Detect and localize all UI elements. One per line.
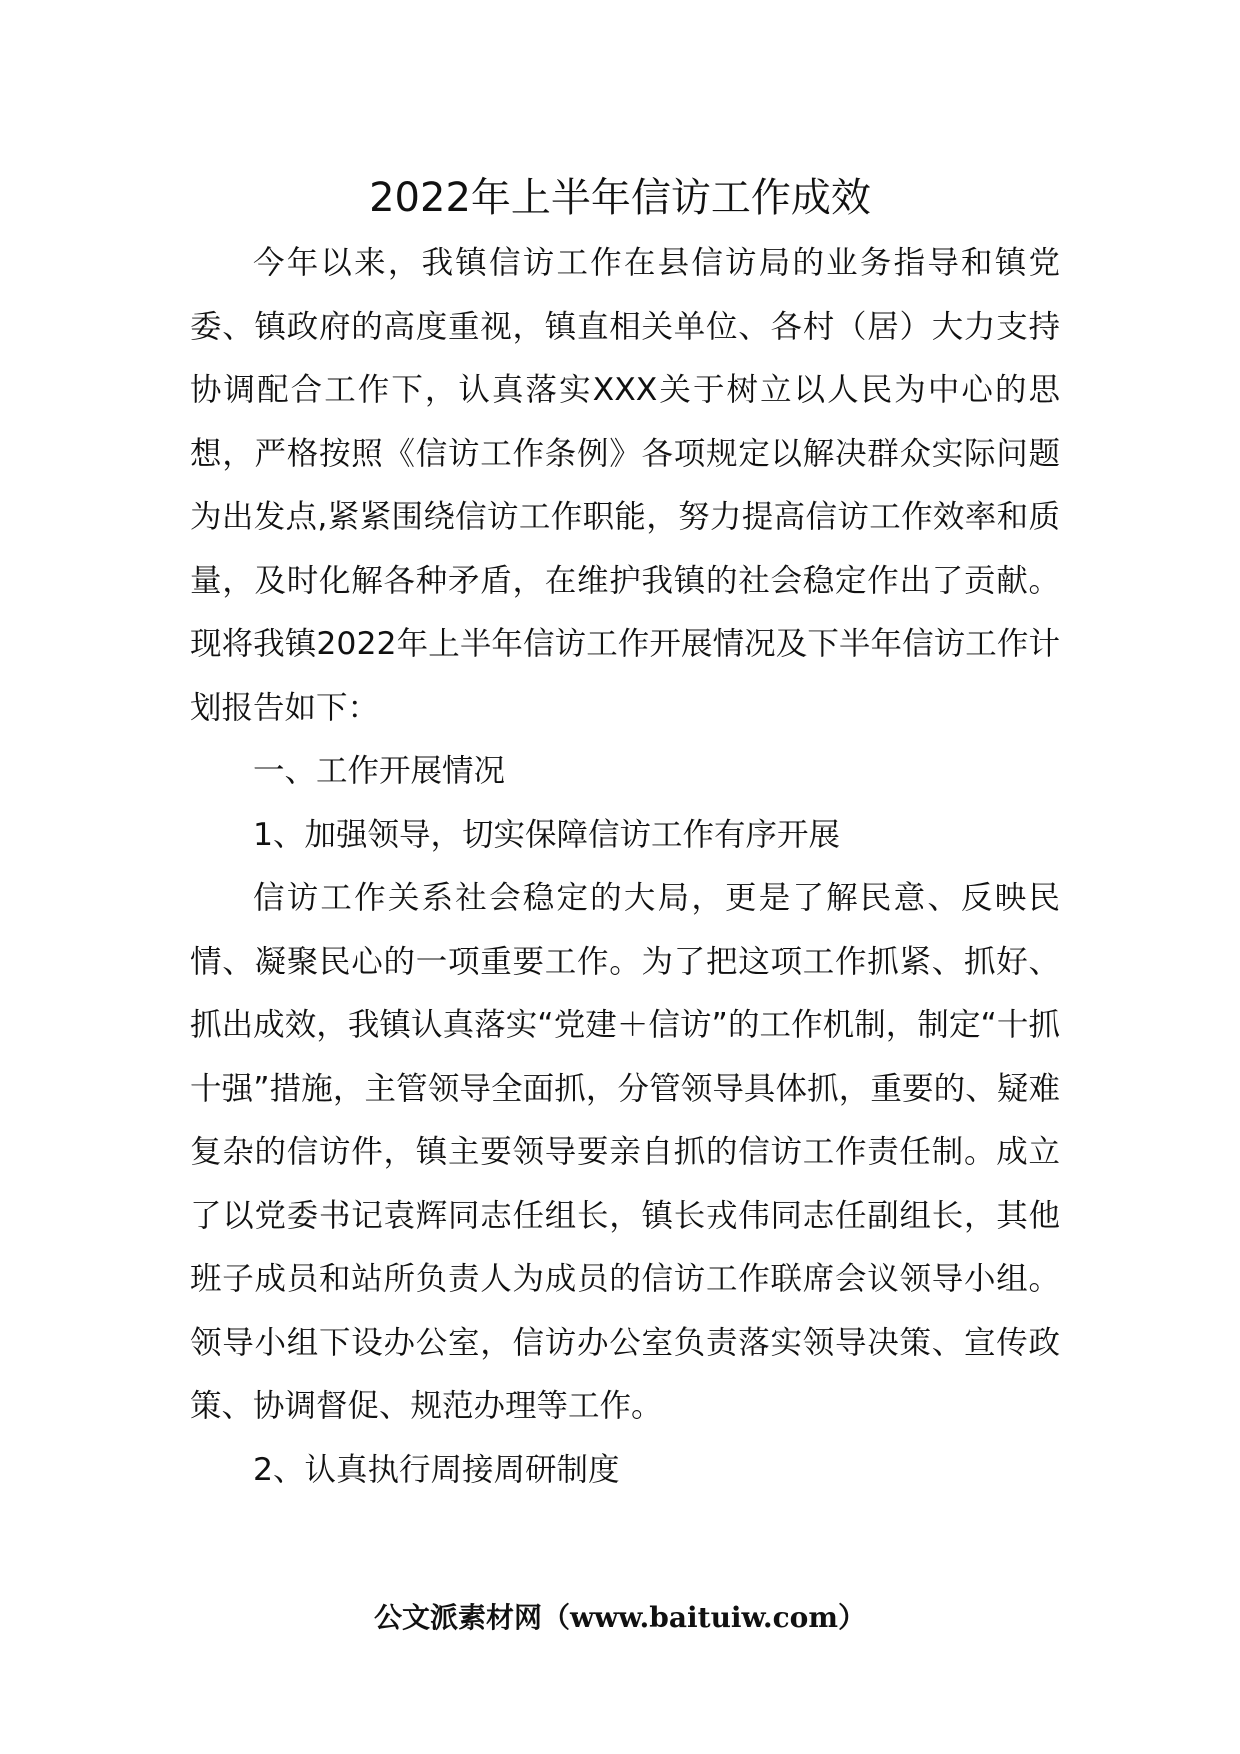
document-title: 2022年上半年信访工作成效 <box>369 175 871 221</box>
document-body <box>190 232 1060 1502</box>
page-footer-watermark: 公文派素材网（www.baituiw.com） <box>374 1601 866 1634</box>
body-paragraph-1: 信访工作关系社会稳定的大局，更是了解民意、反映民情、凝聚民心的一项重要工作。为了把这项工作抓紧、抓好、抓出成效，我镇认真落实“党建＋信访”的工作机制，制定“十抓十强”措施，主管领导全面抓，分管领导具体抓，重要的、疑难复杂的信访件，镇主要领导要亲自抓的信访工作责任制。成立了以党委书记袁辉同志任组长，镇长戎伟同志任副组长，其他班子成员和站所负责人为成员的信访工作联席会议领导小组。领导小组下设办公室，信访办公室负责落实领导决策、宣传政策、协调督促、规范办理等工作。 <box>190 880 1060 1424</box>
subsection-heading-2: 2、认真执行周接周研制度 <box>253 1451 620 1488</box>
section-heading-1: 一、工作开展情况 <box>253 753 506 789</box>
subsection-heading-1: 1、加强领导，切实保障信访工作有序开展 <box>253 816 841 853</box>
intro-paragraph: 今年以来，我镇信访工作在县信访局的业务指导和镇党委、镇政府的高度重视，镇直相关单位、各村（居）大力支持协调配合工作下，认真落实XXX关于树立以人民为中心的思想，严格按照《信访工作条例》各项规定以解决群众实际问题为出发点,紧紧围绕信访工作职能，努力提高信访工作效率和质量，及时化解各种矛盾，在维护我镇的社会稳定作出了贡献。现将我镇2022年上半年信访工作开展情况及下半年信访工作计划报告如下： <box>190 245 1060 726</box>
